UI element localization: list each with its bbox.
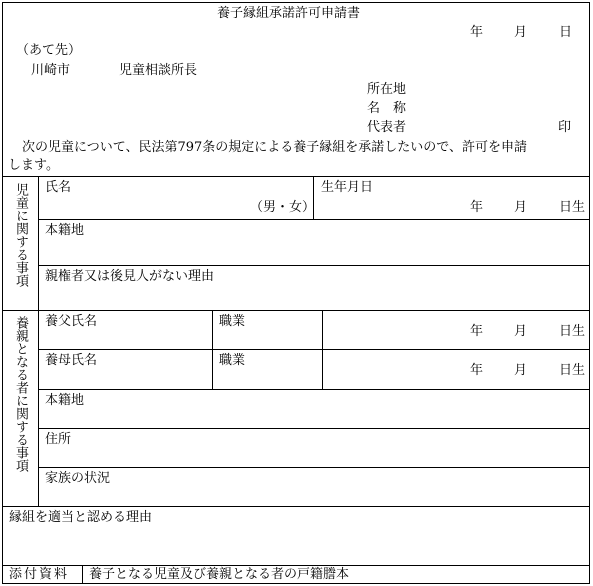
divider — [3, 176, 589, 177]
seal-mark: 印 — [558, 120, 572, 135]
divider — [3, 506, 589, 507]
child-section-heading: 児童に関する事項 — [13, 183, 28, 287]
addressee-label: （あて先） — [16, 43, 82, 58]
attachment-content: 養子となる児童及び養親となる者の戸籍謄本 — [89, 567, 350, 582]
mother-birth-day: 日生 — [559, 363, 586, 378]
father-birth-year: 年 — [470, 324, 484, 339]
divider — [38, 349, 589, 350]
mother-birth-year: 年 — [470, 363, 484, 378]
addressee-office: 児童相談所長 — [119, 63, 198, 78]
statement-line-1: 次の児童について、民法第797条の規定による養子縁組を承諾したいので、許可を申請 — [22, 140, 528, 155]
adoptive-father-name-label: 養父氏名 — [45, 314, 98, 329]
mother-birth-month: 月 — [514, 363, 528, 378]
divider — [322, 310, 323, 389]
form-title: 養子縁組承諾許可申請書 — [217, 6, 361, 21]
child-birth-month: 月 — [514, 200, 528, 215]
parent-section-heading: 養親となる者に関する事項 — [13, 316, 28, 472]
addressee-city: 川崎市 — [31, 63, 71, 78]
divider — [38, 265, 589, 266]
divider — [212, 310, 213, 389]
father-birth-day: 日生 — [559, 324, 586, 339]
applicant-name-label: 名 称 — [367, 101, 407, 116]
child-birth-day: 日生 — [559, 200, 586, 215]
divider — [38, 467, 589, 468]
divider — [38, 219, 589, 220]
divider — [3, 310, 589, 311]
no-guardian-reason-label: 親権者又は後見人がない理由 — [45, 269, 215, 284]
divider — [3, 565, 589, 566]
child-birthdate-label: 生年月日 — [321, 180, 374, 195]
adoptive-mother-name-label: 養母氏名 — [45, 353, 98, 368]
attachment-label: 添付資料 — [9, 567, 70, 582]
application-form — [2, 2, 590, 584]
statement-line-2: します。 — [8, 158, 59, 173]
mother-occupation-label: 職業 — [219, 353, 246, 368]
father-occupation-label: 職業 — [219, 314, 246, 329]
child-name-label: 氏名 — [45, 180, 72, 195]
date-day: 日 — [559, 25, 573, 40]
adoption-reason-label: 縁組を適当と認める理由 — [9, 510, 153, 525]
divider — [38, 176, 39, 506]
child-domicile-label: 本籍地 — [45, 223, 85, 238]
father-birth-month: 月 — [514, 324, 528, 339]
date-month: 月 — [514, 25, 528, 40]
parent-address-label: 住所 — [45, 432, 72, 447]
applicant-representative-label: 代表者 — [367, 120, 407, 135]
child-birth-year: 年 — [470, 200, 484, 215]
child-gender: （男・女） — [250, 200, 316, 215]
family-situation-label: 家族の状況 — [45, 471, 111, 486]
divider — [38, 389, 589, 390]
parent-domicile-label: 本籍地 — [45, 393, 85, 408]
divider — [82, 565, 83, 583]
date-year: 年 — [470, 25, 484, 40]
divider — [38, 428, 589, 429]
applicant-address-label: 所在地 — [367, 82, 407, 97]
